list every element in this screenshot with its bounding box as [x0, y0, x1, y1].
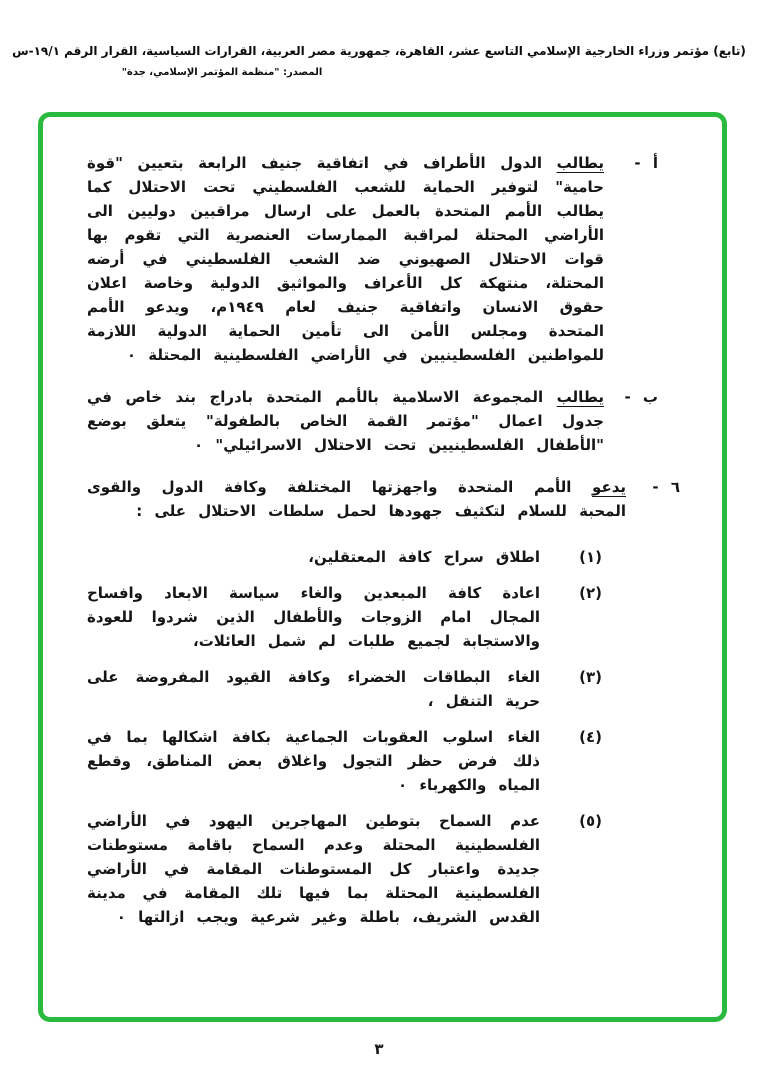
subclause-5 — [87, 809, 602, 929]
clause-a — [87, 151, 680, 367]
subclause-1-marker: (١) — [579, 548, 602, 566]
clause-6-text — [87, 475, 626, 523]
subclause-3 — [87, 665, 602, 713]
subclause-2 — [87, 581, 602, 653]
page-number: ٣ — [374, 1040, 384, 1058]
clause-6-lead-word: يدعو — [592, 478, 626, 496]
clause-6 — [87, 475, 680, 523]
subclause-3-marker: (٣) — [579, 668, 602, 686]
subclause-2-text: اعادة كافة المبعدين والغاء سياسة الابعاد وافساح المجال امام الزوجات والأطفال الذين شردوا للعودة والاستجابة لجميع طلبات لم شمل العائلات، — [87, 584, 540, 650]
clause-a-marker: أ - — [634, 154, 658, 172]
subclause-list — [87, 545, 680, 929]
subclause-2-marker: (٢) — [579, 584, 602, 602]
clause-b — [87, 385, 680, 457]
annotation-frame — [38, 112, 727, 1022]
document-source-line: المصدر: "منظمة المؤتمر الإسلامي، جدة" — [121, 67, 323, 78]
clause-a-lead-word: يطالب — [556, 154, 604, 172]
clause-b-marker: ب - — [624, 388, 658, 406]
subclause-5-marker: (٥) — [579, 812, 602, 830]
clause-6-body-text: الأمم المتحدة واجهزتها المختلفة وكافة الدول والقوى المحبة للسلام لتكثيف جهودها لحمل سلطات الاحتلال على : — [87, 478, 626, 520]
clause-6-marker: ٦ - — [652, 478, 680, 496]
clause-b-body-text: المجموعة الاسلامية بالأمم المتحدة بادراج بند خاص في جدول اعمال "مؤتمر القمة الخاص بالطفولة" يتعلق بوضع "الأطفال الفلسطينيين تحت الاحتلال الاسرائيلي" ٠ — [87, 388, 604, 454]
subclause-3-text: الغاء البطاقات الخضراء وكافة القيود المفروضة على حرية التنقل ، — [87, 668, 540, 710]
subclause-1-text: اطلاق سراح كافة المعتقلين، — [308, 548, 540, 566]
subclause-4-marker: (٤) — [579, 728, 602, 746]
document-header-title: (تابع) مؤتمر وزراء الخارجية الإسلامي التاسع عشر، القاهرة، جمهورية مصر العربية، القرارات السياسية، القرار الرقم ١٩/١-س — [12, 44, 746, 58]
subclause-4-text: الغاء اسلوب العقوبات الجماعية بكافة اشكالها بما في ذلك فرض حظر التجول واغلاق بعض المناطق، وقطع المياه والكهرباء ٠ — [87, 728, 540, 794]
clause-b-lead-word: يطالب — [556, 388, 604, 406]
clause-a-text — [87, 151, 604, 367]
clause-b-text — [87, 385, 604, 457]
clause-a-body-text: الدول الأطراف في اتفاقية جنيف الرابعة بتعيين "قوة حامية" لتوفير الحماية للشعب الفلسطيني تحت الاحتلال كما يطالب الأمم المتحدة بالعمل على ارسال مراقبين دوليين الى الأراضي المحتلة لمراقبة الممارسات العنصرية التي تقوم بها قوات الاحتلال الصهيوني ضد الشعب الفلسطيني في أرضه المحتلة، منتهكة كل الأعراف والمواثيق الدولية وخاصة اعلان حقوق الانسان واتفاقية جنيف لعام ١٩٤٩م، ويدعو الأمم المتحدة ومجلس الأمن الى تأمين الحماية الدولية اللازمة للمواطنين الفلسطينيين في الأراضي الفلسطينية المحتلة ٠ — [87, 154, 604, 364]
subclause-5-text: عدم السماح بتوطين المهاجرين اليهود في الأراضي الفلسطينية المحتلة وعدم السماح باقامة مستوطنات جديدة واعتبار كل المستوطنات المقامة في الأراضي الفلسطينية المحتلة بما فيها تلك المقامة في مدينة القدس الشريف، باطلة وغير شرعية ويجب ازالتها ٠ — [87, 812, 540, 926]
resolution-body — [87, 151, 680, 929]
subclause-4 — [87, 725, 602, 797]
subclause-1 — [87, 545, 602, 569]
